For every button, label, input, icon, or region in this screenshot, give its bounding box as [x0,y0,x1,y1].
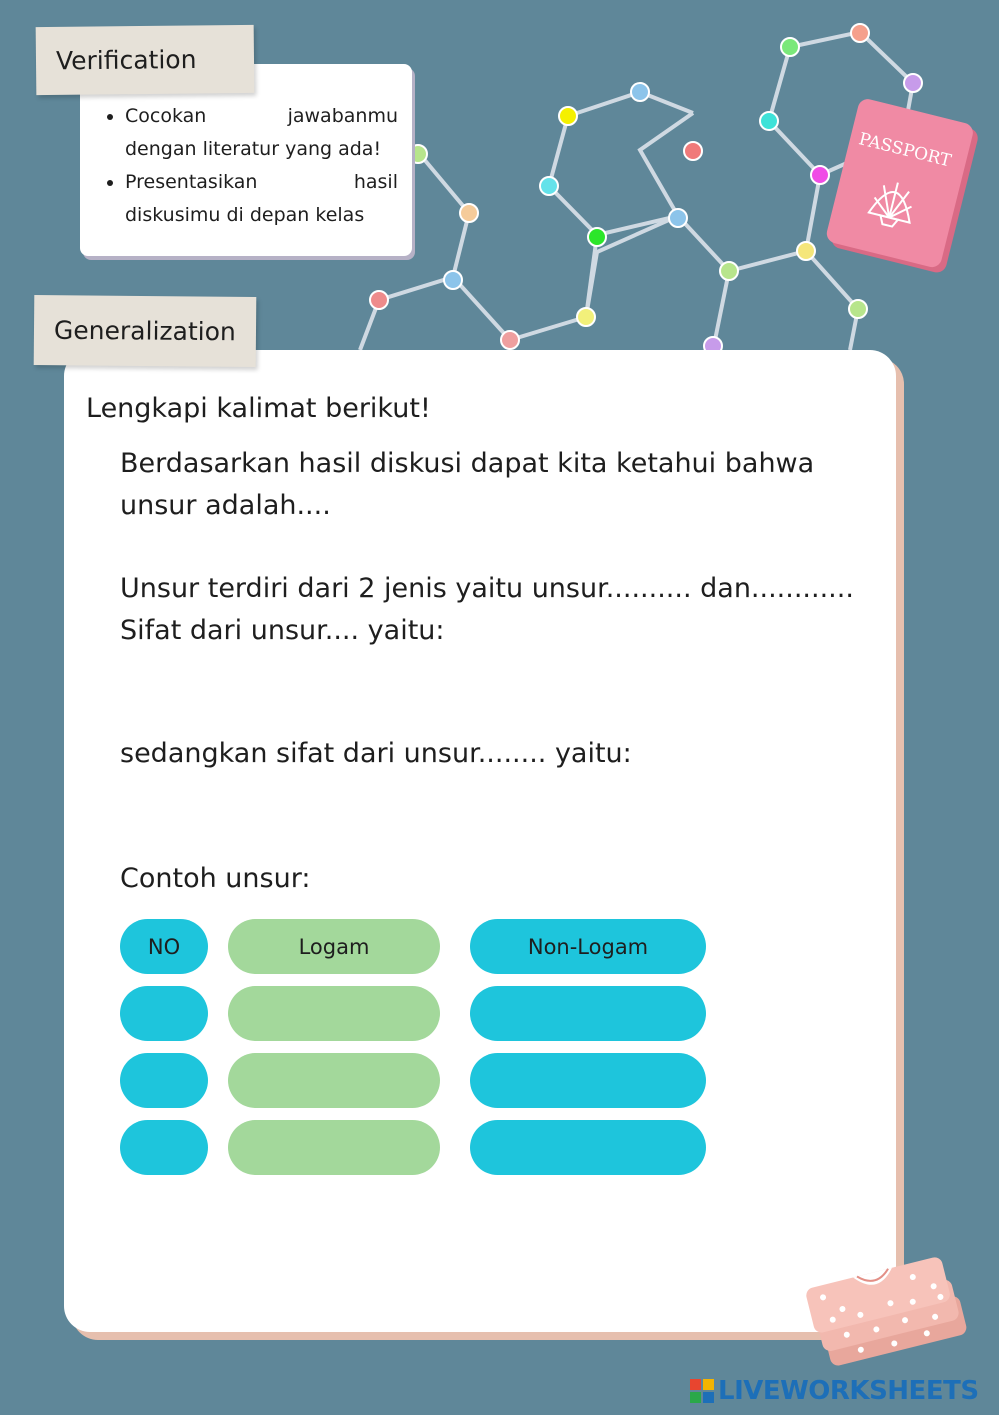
table-cell-non-logam[interactable] [470,986,706,1041]
paragraph-2-line-2: Sifat dari unsur.... yaitu: [120,615,445,646]
examples-label: Contoh unsur: [120,863,311,894]
paragraph-1-line-2: unsur adalah.... [120,490,331,521]
verification-item: • Presentasikan hasil diskusimu di depan kelas [125,166,398,232]
instruction-text: Lengkapi kalimat berikut! [86,393,431,424]
folded-clothes-icon [804,1248,974,1378]
table-cell-no[interactable] [120,1053,208,1108]
passport-label: PASSPORT [856,129,954,172]
table-cell-logam[interactable] [228,1053,440,1108]
table-header-no: NO [120,919,208,974]
paragraph-1-line-1: Berdasarkan hasil diskusi dapat kita ketahui bahwa [120,448,815,479]
verification-title: Verification [55,44,197,76]
paragraph-2-line-1: Unsur terdiri dari 2 jenis yaitu unsur.......... dan............ [120,573,854,604]
verification-list [80,100,412,232]
verification-title-tape [36,25,255,95]
generalization-title: Generalization [53,315,236,347]
table-cell-logam[interactable] [228,986,440,1041]
liveworksheets-logo-icon [690,1379,714,1403]
verification-item: • Cocokan jawabanmu dengan literatur yang ada! [125,100,398,166]
generalization-card [64,350,896,1332]
liveworksheets-brand [690,1376,979,1406]
table-header-logam: Logam [228,919,440,974]
table-cell-non-logam[interactable] [470,1053,706,1108]
table-cell-no[interactable] [120,986,208,1041]
table-cell-non-logam[interactable] [470,1120,706,1175]
table-cell-no[interactable] [120,1120,208,1175]
generalization-title-tape [34,295,257,367]
table-header-non-logam: Non-Logam [470,919,706,974]
liveworksheets-wordmark: LIVEWORKSHEETS [718,1376,979,1406]
table-cell-logam[interactable] [228,1120,440,1175]
paragraph-3: sedangkan sifat dari unsur........ yaitu: [120,738,632,769]
